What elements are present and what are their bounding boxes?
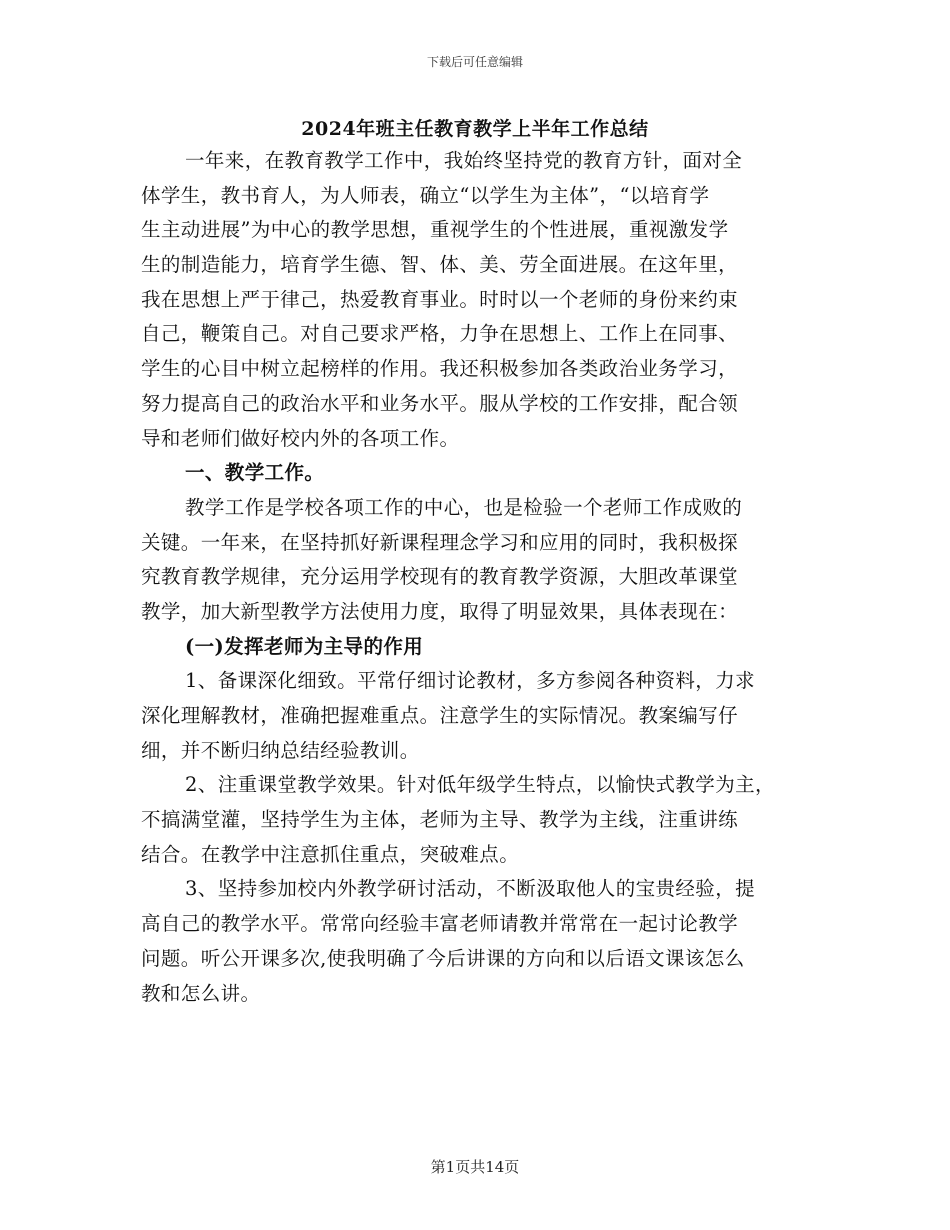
paragraph-line: 究教育教学规律，充分运用学校现有的教育教学资源，大胆改革课堂 xyxy=(141,565,739,589)
paragraph-line: 2、注重课堂教学效果。针对低年级学生特点，以愉快式教学为主， xyxy=(185,773,775,797)
paragraph-line: 3、坚持参加校内外教学研讨活动，不断汲取他人的宝贵经验，提 xyxy=(185,877,756,901)
paragraph-line: 生主动进展”为中心的教学思想，重视学生的个性进展，重视激发学 xyxy=(141,218,729,242)
paragraph-line: 教学，加大新型教学方法使用力度，取得了明显效果，具体表现在： xyxy=(141,599,739,623)
document-title: 2024年班主任教育教学上半年工作总结 xyxy=(301,118,649,140)
paragraph-line: 高自己的教学水平。常常向经验丰富老师请教并常常在一起讨论教学 xyxy=(141,912,739,936)
paragraph-line: 教和怎么讲。 xyxy=(141,981,261,1005)
paragraph-line: 问题。听公开课多次,使我明确了今后讲课的方向和以后语文课该怎么 xyxy=(141,946,745,970)
section-heading: 一、教学工作。 xyxy=(185,461,325,485)
document-body xyxy=(141,144,821,1011)
paragraph-line: 一年来，在教育教学工作中，我始终坚持党的教育方针，面对全 xyxy=(185,149,743,172)
paragraph-line: 深化理解教材，准确把握难重点。注意学生的实际情况。教案编写仔 xyxy=(141,704,739,727)
paragraph-line: 我在思想上严于律己，热爱教育事业。时时以一个老师的身份来约束 xyxy=(141,287,739,311)
section-heading: (一)发挥老师为主导的作用 xyxy=(185,634,424,658)
paragraph-line: 努力提高自己的政治水平和业务水平。服从学校的工作安排，配合领 xyxy=(141,391,739,415)
paragraph-line: 体学生，教书育人，为人师表，确立“以学生为主体”，“以培育学 xyxy=(141,183,710,207)
page-footer: 第1页共14页 xyxy=(430,1158,520,1176)
paragraph-line: 1、备课深化细致。平常仔细讨论教材，多方参阅各种资料，力求 xyxy=(185,669,756,693)
paragraph-line: 导和老师们做好校内外的各项工作。 xyxy=(141,426,460,450)
paragraph-line: 结合。在教学中注意抓住重点，突破难点。 xyxy=(141,842,520,866)
paragraph-line: 生的制造能力，培育学生德、智、体、美、劳全面进展。在这年里， xyxy=(141,253,739,277)
paragraph-line: 关键。一年来，在坚持抓好新课程理念学习和应用的同时，我积极探 xyxy=(141,530,739,554)
paragraph-line: 教学工作是学校各项工作的中心，也是检验一个老师工作成败的 xyxy=(185,495,743,519)
header-note: 下载后可任意编辑 xyxy=(426,55,523,69)
paragraph-line: 学生的心目中树立起榜样的作用。我还积极参加各类政治业务学习， xyxy=(141,357,739,381)
paragraph-line: 不搞满堂灌，坚持学生为主体，老师为主导、教学为主线，注重讲练 xyxy=(141,808,739,832)
paragraph-line: 细，并不断归纳总结经验教训。 xyxy=(141,738,420,762)
paragraph-line: 自己，鞭策自己。对自己要求严格，力争在思想上、工作上在同事、 xyxy=(141,322,739,346)
